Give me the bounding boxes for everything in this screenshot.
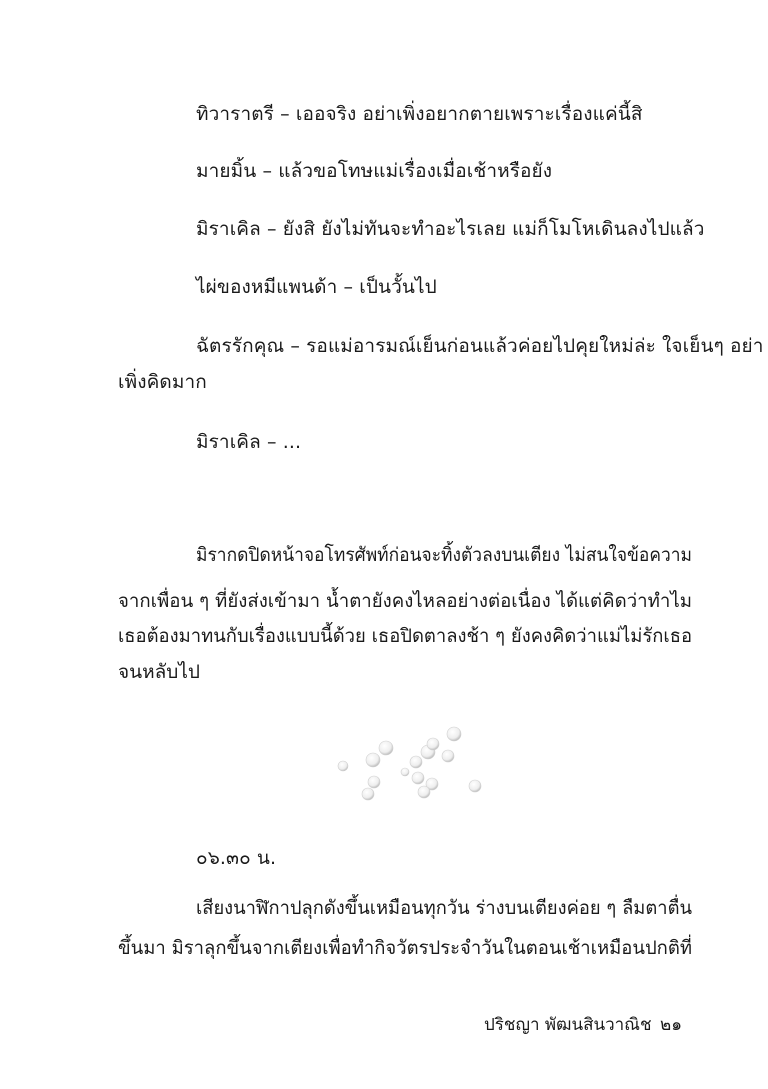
chat-line-1 <box>196 102 643 126</box>
paragraph1-line-1: มิรากดปิดหน้าจอโทรศัพท์ก่อนจะทิ้งตัวลงบนเตียง ไม่สนใจข้อความ <box>196 544 692 566</box>
paragraph1-line-3: เธอต้องมาทนกับเรื่องแบบนี้ด้วย เธอปิดตาลงช้า ๆ ยังคงคิดว่าแม่ไม่รักเธอ <box>118 625 692 647</box>
chat-speaker: ทิวาราตรี <box>196 103 274 125</box>
paragraph1-line-4: จนหลับไป <box>118 661 200 683</box>
chat-separator: – <box>280 103 290 125</box>
chat-line-4 <box>196 275 437 299</box>
chat-speaker: ฉัตรรักคุณ <box>196 335 285 357</box>
chat-message: ยังสิ ยังไม่ทันจะทำอะไรเลย แม่ก็โมโหเดินลงไปแล้ว <box>282 218 705 240</box>
chat-message: แล้วขอโทษแม่เรื่องเมื่อเช้าหรือยัง <box>278 160 553 182</box>
chat-separator: – <box>267 218 277 240</box>
chat-separator: – <box>267 431 277 453</box>
chat-message: เออจริง อย่าเพิ่งอยากตายเพราะเรื่องแค่นี้สิ <box>295 103 643 125</box>
chat-line-3 <box>196 217 704 241</box>
chat-line-6 <box>196 430 301 454</box>
time-heading: ๐๖.๓๐ น. <box>196 847 277 869</box>
paragraph1-line-2: จากเพื่อน ๆ ที่ยังส่งเข้ามา น้ำตายังคงไหลอย่างต่อเนื่อง ได้แต่คิดว่าทำไม <box>118 590 692 612</box>
chat-separator: – <box>290 335 300 357</box>
chat-speaker: มิราเคิล <box>196 431 261 453</box>
chat-message: ... <box>282 431 302 453</box>
chat-separator: – <box>262 160 273 182</box>
chat-line-5-continued: เพิ่งคิดมาก <box>118 371 207 393</box>
chat-line-5 <box>196 334 764 358</box>
chat-message: เป็นวั้นไป <box>359 276 437 298</box>
chat-speaker: ไผ่ของหมีแพนด้า <box>196 276 338 298</box>
chat-speaker: มายมิ้น <box>196 160 257 182</box>
page-number: ๒๑ <box>660 1015 682 1035</box>
chat-separator: – <box>343 276 354 298</box>
chat-speaker: มิราเคิล <box>196 218 261 240</box>
pills-icon <box>330 722 490 812</box>
paragraph2-line-2: ขึ้นมา มิราลุกขึ้นจากเตียงเพื่อทำกิจวัตรประจำวันในตอนเช้าเหมือนปกติที่ <box>118 937 692 959</box>
chat-line-2 <box>196 159 552 183</box>
chat-message: รอแม่อารมณ์เย็นก่อนแล้วค่อยไปคุยใหม่ล่ะ ใจเย็นๆ อย่า <box>306 335 764 357</box>
paragraph2-line-1: เสียงนาฬิกาปลุกดังขึ้นเหมือนทุกวัน ร่างบนเตียงค่อย ๆ ลืมตาตื่น <box>196 897 692 919</box>
footer-author: ปริชญา พัฒนสินวาณิช <box>484 1015 652 1035</box>
